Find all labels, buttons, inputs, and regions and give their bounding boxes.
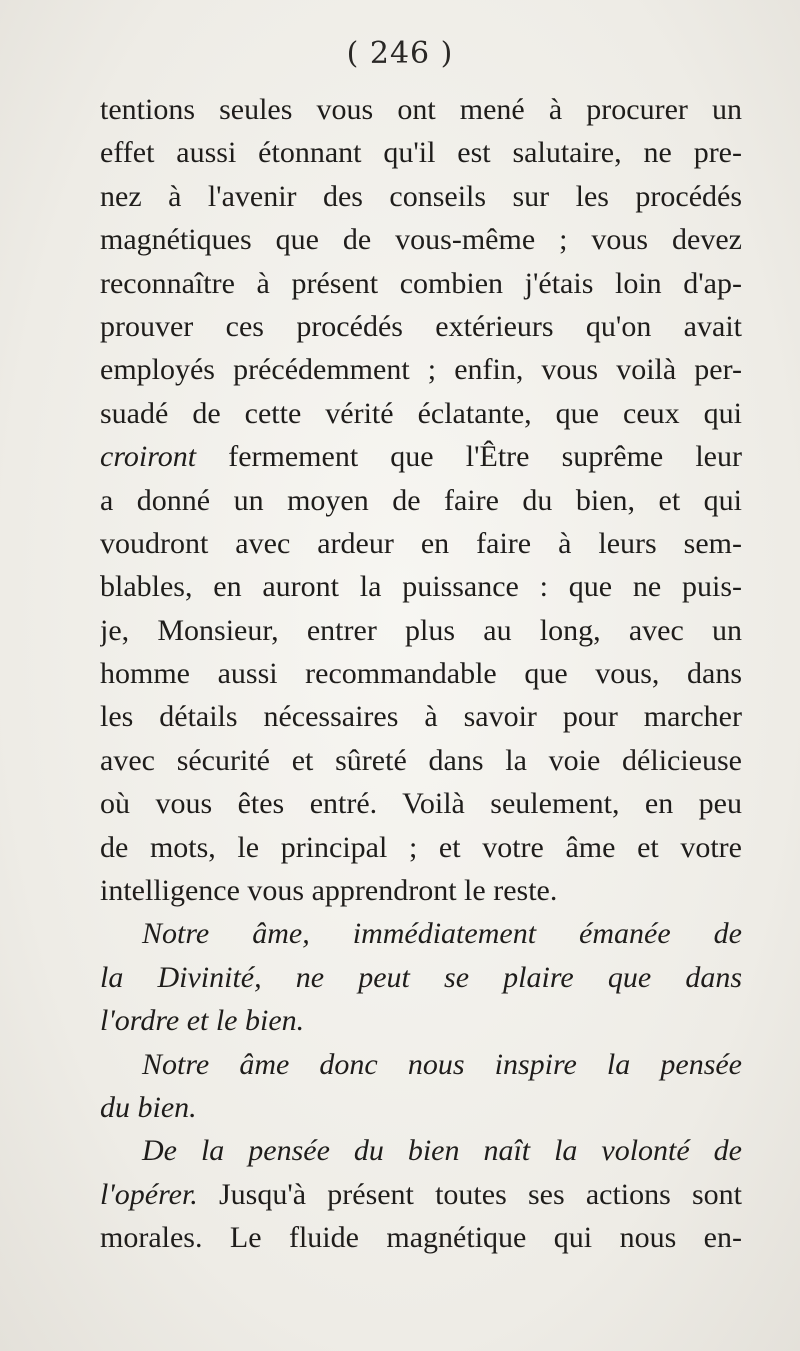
text-line: nez à l'avenir des conseils sur les procédés [100, 179, 742, 213]
italic-word: croiront [100, 440, 197, 474]
page-number: ( 246 ) [346, 36, 454, 71]
maxim-line: la Divinité, ne peut se plaire que dans [100, 960, 742, 994]
italic-word: l'opérer. [100, 1177, 198, 1211]
text-line: magnétiques que de vous-même ; vous devez [100, 223, 742, 257]
text-line: employés précédemment ; enfin, vous voilà per- [100, 353, 742, 387]
text-line: suadé de cette vérité éclatante, que ceux qui [100, 396, 742, 430]
maxim-line: l'ordre et le bien. [100, 1004, 305, 1038]
text-line: je, Monsieur, entrer plus au long, avec un [100, 613, 742, 647]
text-line: intelligence vous apprendront le reste. [100, 874, 558, 908]
text-line: tentions seules vous ont mené à procurer un [100, 93, 742, 126]
text-line: homme aussi recommandable que vous, dans [100, 657, 742, 691]
text-line: avec sécurité et sûreté dans la voie délicieuse [100, 743, 742, 777]
text-line: effet aussi étonnant qu'il est salutaire, ne pre- [100, 136, 742, 170]
text-line: voudront avec ardeur en faire à leurs sem- [100, 526, 742, 560]
maxim-line: du bien. [100, 1090, 197, 1124]
text-line: les détails nécessaires à savoir pour marcher [100, 700, 742, 734]
text-line-rest: Jusqu'à présent toutes ses actions sont [197, 1177, 742, 1211]
body-text [100, 88, 742, 1260]
text-line-rest: fermement que l'Être suprême leur [196, 440, 742, 474]
maxim-line: Notre âme donc nous inspire la pensée [142, 1047, 742, 1081]
text-line: blables, en auront la puissance : que ne puis- [100, 570, 742, 604]
text-line [100, 435, 742, 478]
text-line: a donné un moyen de faire du bien, et qui [100, 483, 742, 517]
text-line: de mots, le principal ; et votre âme et votre [100, 830, 742, 864]
maxim-line: De la pensée du bien naît la volonté de [142, 1134, 742, 1168]
text-line: prouver ces procédés extérieurs qu'on avait [100, 309, 742, 343]
text-line: reconnaître à présent combien j'étais loin d'ap- [100, 266, 742, 300]
text-line: où vous êtes entré. Voilà seulement, en peu [100, 787, 742, 821]
text-line [100, 1173, 742, 1216]
text-line: morales. Le fluide magnétique qui nous en- [100, 1221, 742, 1255]
maxim-line: Notre âme, immédiatement émanée de [142, 917, 742, 951]
